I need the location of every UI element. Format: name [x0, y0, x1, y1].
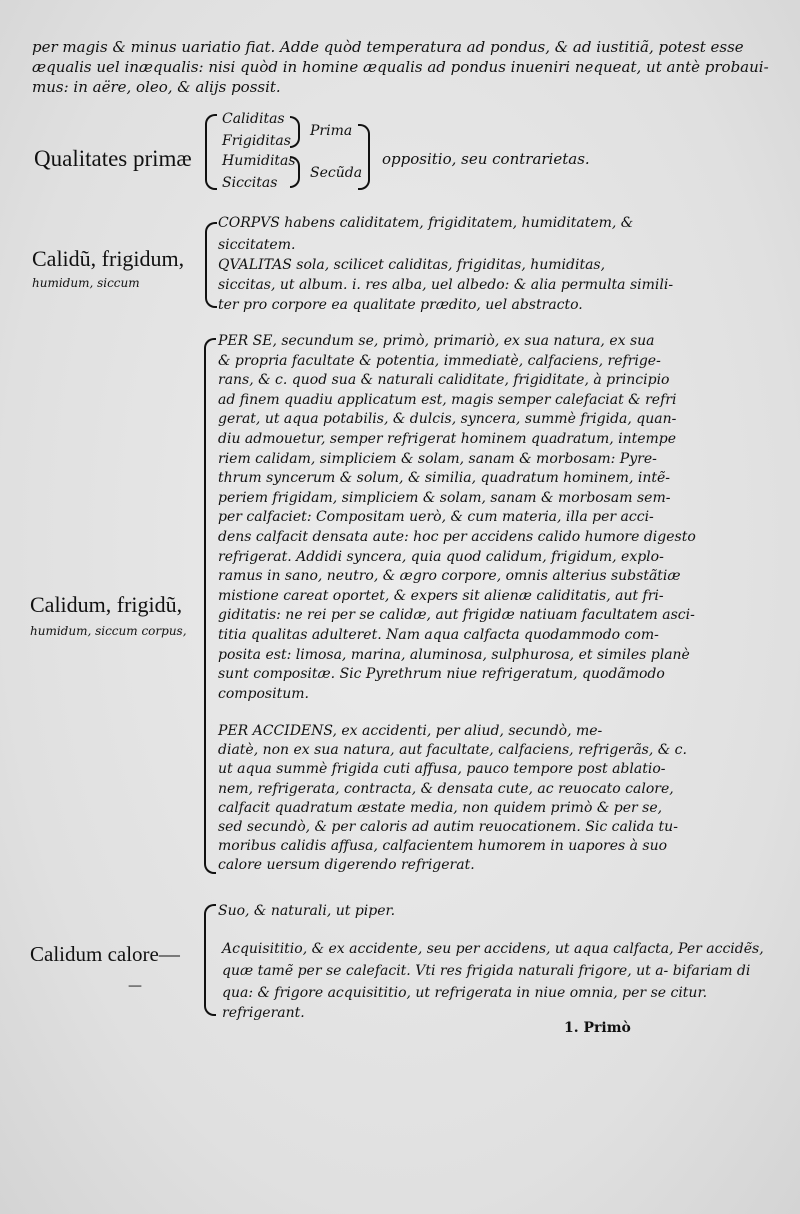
text-line: mus: in aëre, oleo, & alijs possit.: [32, 78, 281, 96]
text-line: PER SE, secundum se, primò, primariò, ex sua natura, ex sua: [218, 333, 655, 349]
text-line: per calfaciet: Compositam uerò, & cum materia, illa per acci-: [218, 509, 654, 526]
text-line: gerat, ut aqua potabilis, & dulcis, syncera, summè frigida, quan-: [218, 411, 677, 428]
text-line: mistione careat oportet, & expers sit alienæ caliditatis, aut fri-: [218, 587, 664, 604]
text-line: nem, refrigerata, contracta, & densata cute, ac reuocato calore,: [218, 780, 674, 797]
text-line: Suo, & naturali, ut piper.: [218, 903, 396, 919]
qualitates-label: Qualitates primæ: [34, 146, 192, 171]
brace: [205, 222, 217, 308]
text-line: dens calfacit densata aute: hoc per accidens calido humore digesto: [218, 529, 696, 545]
text-line: siccitatem.: [218, 237, 296, 253]
calidu-sublabel: humidum, siccum: [32, 276, 140, 290]
brace: [290, 116, 300, 148]
calidum-corpus-label: Calidum, frigidũ,: [30, 592, 183, 617]
text-line: per magis & minus uariatio fiat. Adde quòd temperatura ad pondus, & ad iustitiã, potest esse: [32, 38, 744, 56]
prima-label: Prima: [310, 123, 353, 139]
text-line: sed secundò, & per caloris ad autim reuocationem. Sic calida tu-: [218, 819, 678, 835]
brace: [358, 124, 370, 190]
quality-item: Frigiditas: [222, 133, 291, 149]
quality-item: Caliditas: [222, 111, 285, 127]
quality-item: Humiditas: [222, 153, 296, 169]
text-line: Acquisititio, & ex accidente, seu per accidens, ut aqua calfacta, Per accidẽs,: [222, 941, 764, 957]
text-line: rans, & c. quod sua & naturali caliditate, frigiditate, à principio: [218, 372, 670, 389]
text-line: moribus calidis affusa, calfacientem humorem in uapores à suo: [218, 838, 668, 855]
brace: [204, 904, 216, 1016]
text-line: ut aqua summè frigida cuti affusa, pauco tempore post ablatio-: [218, 761, 666, 778]
text-line: siccitas, ut album. i. res alba, uel albedo: & alia permulta simili-: [218, 277, 674, 293]
opposition-text: oppositio, seu contrarietas.: [382, 150, 590, 168]
calidu-label: Calidũ, frigidum,: [32, 246, 185, 271]
text-line: compositum.: [218, 685, 309, 702]
text-line: titia qualitas adulteret. Nam aqua calfacta quodammodo com-: [218, 627, 659, 643]
text-line: thrum syncerum & solum, & similia, quadratum hominem, intẽ-: [218, 470, 670, 487]
text-line: & propria facultate & potentia, immediatè, calfaciens, refrige-: [218, 352, 661, 369]
text-line: giditatis: ne rei per se calidæ, aut frigidæ natiuam facultatem asci-: [218, 607, 695, 624]
text-line: ramus in sano, neutro, & ægro corpore, omnis alterius substãtiæ: [218, 568, 681, 585]
text-line: refrigerat. Addidi syncera, quia quod calidum, frigidum, explo-: [218, 548, 664, 565]
text-line: ad finem quadiu applicatum est, magis semper calefaciat & refri: [218, 391, 677, 408]
secunda-label: Secũda: [310, 165, 363, 181]
text-line: QVALITAS sola, scilicet caliditas, frigiditas, humiditas,: [218, 257, 606, 273]
text-line: qua: & frigore acquisititio, ut refrigerata in niue omnia, per se citur.: [222, 985, 708, 1001]
text-line: periem frigidam, simpliciem & solam, sanam & morbosam sem-: [218, 489, 671, 506]
text-line: diu admouetur, semper refrigerat hominem quadratum, intempe: [218, 431, 677, 447]
text-line: calfacit quadratum æstate media, non quidem primò & per se,: [218, 799, 663, 816]
text-line: riem calidam, simpliciem & solam, sanam & morbosam: Pyre-: [218, 450, 657, 467]
text-line: ter pro corpore ea qualitate prædito, uel abstracto.: [218, 297, 583, 313]
text-line: refrigerant.: [222, 1005, 305, 1021]
catchword: 1. Primò: [564, 1020, 631, 1036]
brace: [204, 338, 216, 874]
text-line: calore uersum digerendo refrigerat.: [218, 857, 475, 874]
text-line: sunt compositæ. Sic Pyrethrum niue refrigeratum, quodãmodo: [218, 666, 665, 683]
brace: [290, 156, 300, 188]
text-line: diatè, non ex sua natura, aut facultate, calfaciens, refrigerãs, & c.: [218, 742, 687, 759]
brace: [205, 114, 217, 190]
calidum-corpus-sublabel: humidum, siccum corpus,: [30, 624, 187, 638]
quality-item: Siccitas: [222, 175, 278, 191]
text-line: CORPVS habens caliditatem, frigiditatem, humiditatem, &: [218, 215, 634, 231]
text-line: posita est: limosa, marina, aluminosa, sulphurosa, et similes planè: [218, 646, 690, 663]
dash-mark: —: [128, 978, 142, 994]
text-line: æqualis uel inæqualis: nisi quòd in homine æqualis ad pondus inueniri nequeat, ut antè probaui-: [32, 58, 769, 76]
calidum-calore-label: Calidum calore—: [30, 942, 180, 966]
text-line: quæ tamẽ per se calefacit. Vti res frigida naturali frigore, ut a- bifariam di: [222, 963, 751, 979]
text-line: PER ACCIDENS, ex accidenti, per aliud, secundò, me-: [218, 723, 603, 739]
